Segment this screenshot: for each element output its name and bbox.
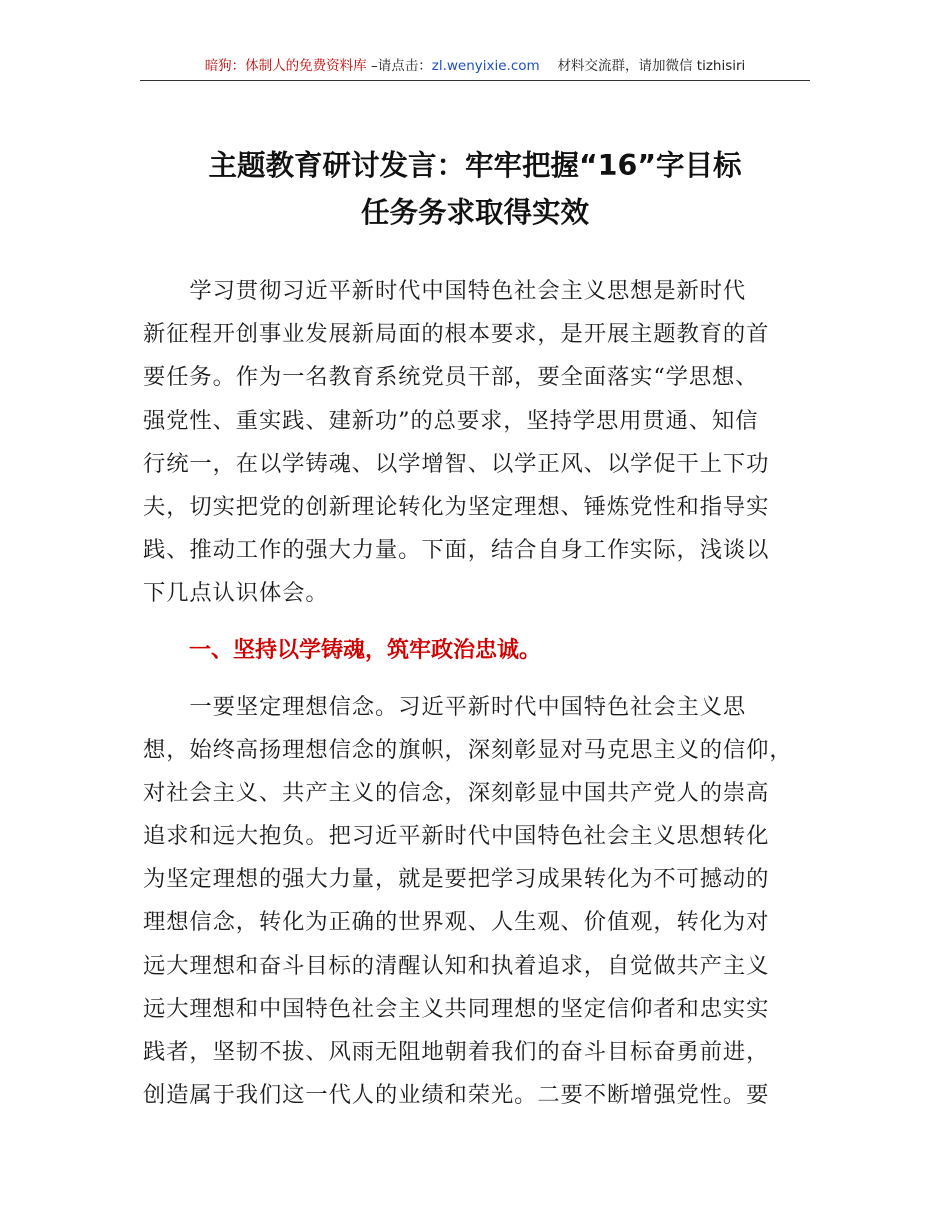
text-line: 远大理想和中国特色社会主义共同理想的坚定信仰者和忠实实: [143, 995, 770, 1022]
text-line: 行统一，在以学铸魂、以学增智、以学正风、以学促干上下功: [143, 450, 770, 477]
text-line: 一要坚定理想信念。习近平新时代中国特色社会主义思: [143, 693, 747, 720]
document-body: [143, 270, 811, 1117]
text-line: 远大理想和奋斗目标的清醒认知和执着追求，自觉做共产主义: [143, 952, 770, 979]
text-line: 为坚定理想的强大力量，就是要把学习成果转化为不可撼动的: [143, 866, 770, 893]
text-line: 创造属于我们这一代人的业绩和荣光。二要不断增强党性。要: [143, 1082, 770, 1109]
text-line: 对社会主义、共产主义的信念，深刻彰显中国共产党人的崇高: [143, 779, 770, 806]
section-1-paragraph: [143, 686, 811, 1118]
page-header: [140, 56, 810, 81]
title-line-1: 主题教育研讨发言：牢牢把握“16”字目标: [208, 149, 742, 182]
header-click-prompt: –请点击：: [366, 58, 432, 74]
text-line: 践者，坚韧不拔、风雨无阻地朝着我们的奋斗目标奋勇前进，: [143, 1039, 770, 1065]
text-line: 要任务。作为一名教育系统党员干部，要全面落实“学思想、: [143, 364, 759, 391]
text-line: 学习贯彻习近平新时代中国特色社会主义思想是新时代: [143, 278, 747, 304]
section-heading: 一、坚持以学铸魂，筑牢政治忠诚。: [189, 637, 542, 663]
header-brand: 暗狗：体制人的免费资料库: [204, 58, 367, 74]
text-line: 下几点认识体会。: [143, 580, 329, 607]
text-line: 追求和远大抱负。把习近平新时代中国特色社会主义思想转化: [143, 823, 770, 850]
text-line: 夫，切实把党的创新理论转化为坚定理想、锤炼党性和指导实: [143, 493, 770, 520]
text-line: 践、推动工作的强大力量。下面，结合自身工作实际，浅谈以: [143, 537, 770, 564]
title-line-2: 任务务求取得实效: [360, 196, 589, 229]
document-title: [130, 142, 820, 236]
text-line: 新征程开创事业发展新局面的根本要求，是开展主题教育的首: [143, 321, 770, 348]
text-line: 强党性、重实践、建新功”的总要求，坚持学思用贯通、知信: [143, 407, 759, 434]
header-url-link[interactable]: zl.wenyixie.com: [431, 58, 540, 74]
header-spacer: [540, 58, 558, 74]
text-line: 想，始终高扬理想信念的旗帜，深刻彰显对马克思主义的信仰，: [143, 736, 793, 763]
intro-paragraph: [143, 270, 811, 616]
header-contact: 材料交流群，请加微信 tizhisiri: [557, 58, 746, 74]
text-line: 理想信念，转化为正确的世界观、人生观、价值观，转化为对: [143, 909, 770, 936]
